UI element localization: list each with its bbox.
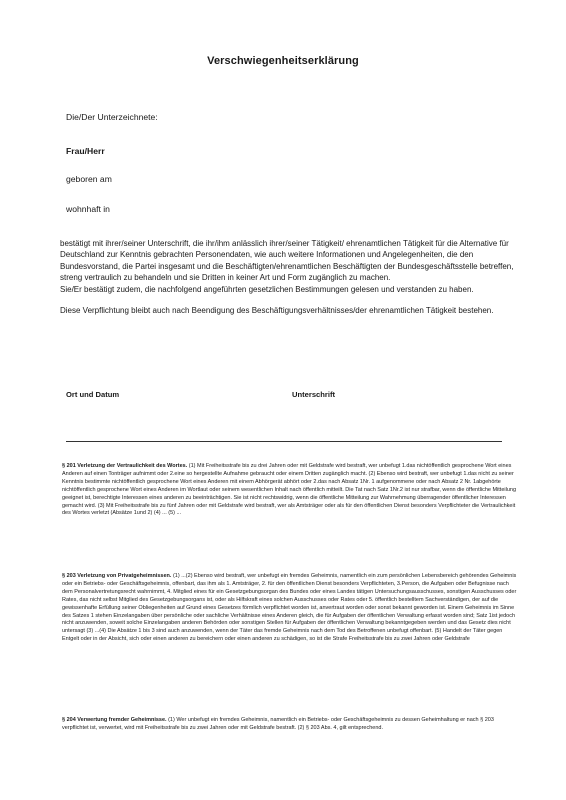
place-date-label: Ort und Datum [66, 390, 120, 399]
confirmation-text [60, 238, 522, 316]
confirmation-paragraph-2: Sie/Er bestätigt zudem, die nachfolgend angeführten gesetzlichen Bestimmungen gelesen und verstanden zu haben. [60, 284, 474, 294]
law-section-204 [62, 717, 518, 733]
document-title: Verschwiegenheitserklärung [207, 55, 359, 67]
salutation-label: Frau/Herr [66, 146, 105, 156]
confirmation-paragraph-1: bestätigt mit ihrer/seiner Unterschrift, die ihr/ihm anlässlich ihrer/seiner Tätigkeit/ ehrenamtlichen Tätigkeit für die Alternative für Deutschland zur Kenntnis gebrachten Personendaten, wie auch weitere Informationen und Angelegenheiten, die den Bundesvorstand, die Partei insgesamt und die Beschäftigten/ehrenamtlichen Beschäftigten der Bundesgeschäftsstelle betreffen, streng vertraulich zu behandeln und sie Dritten in keiner Art und Form zugänglich zu machen. [60, 239, 514, 283]
law-section-201 [62, 463, 518, 518]
undersigned-label: Die/Der Unterzeichnete: [66, 112, 158, 122]
residence-label: wohnhaft in [66, 204, 110, 214]
law-section-203 [62, 573, 518, 644]
law-203-heading: § 203 Verletzung von Privatgeheimnissen. [62, 573, 172, 579]
law-201-text: (1) Mit Freiheitsstrafe bis zu drei Jahren oder mit Geldstrafe wird bestraft, wer unbefugt 1.das nichtöffentlich gesprochene Wort eines Anderen auf einen Tonträger aufnimmt oder 2.eine so hergestellte Aufnahme gebraucht oder einem Dritten zugänglich macht. (2) Ebenso wird bestraft, wer unbefugt 1.das nicht zu seiner Kenntnis bestimmte nichtöffentlich gesprochene Wort eines Anderen mit einem Abhörgerät abhört oder 2.das nach Absatz 1Nr. 1 aufgenommene oder nach Absatz 2 Nr. 1abgehörte nichtöffentlich gesprochene Wort eines Anderen im Wortlaut oder seinem wesentlichen Inhalt nach öffentlich mitteilt. Die Tat nach Satz 1Nr.2 ist nur strafbar, wenn die öffentliche Mitteilung geeignet ist, berechtigte Interessen eines anderen zu beeinträchtigen. Sie ist nicht rechtswidrig, wenn die öffentliche Mitteilung zur Wahrnehmung überragender öffentlicher Interessen gemacht wird. (3) Mit Freiheitsstrafe bis zu fünf Jahren oder mit Geldstrafe wird bestraft, wer als Amtsträger oder als für den öffentlichen Dienst besonders Verpflichteter die Vertraulichkeit des Wortes verletzt (Absätze 1und 2) (4) ... (5) ... [62, 463, 517, 517]
law-204-text: (1) Wer unbefugt ein fremdes Geheimnis, namentlich ein Betriebs- oder Geschäftsgeheimnis zu dessen Geheimhaltung er nach § 203 verpflichtet ist, verwertet, wird mit Freiheitsstrafe bis zu zwei Jahren oder mit Geldstrafe bestraft. (2) § 203 Abs. 4, gilt entsprechend. [62, 717, 494, 731]
confirmation-paragraph-3: Diese Verpflichtung bleibt auch nach Beendigung des Beschäftigungsverhältnisses/der ehrenamtlichen Tätigkeit bestehen. [60, 306, 494, 316]
law-201-heading: § 201 Verletzung der Vertraulichkeit des Wortes. [62, 463, 188, 469]
signature-line [66, 441, 502, 442]
law-204-heading: § 204 Verwertung fremder Geheimnisse. [62, 717, 167, 723]
signature-label: Unterschrift [292, 390, 336, 399]
born-label: geboren am [66, 174, 112, 184]
law-203-text: (1) ...(2) Ebenso wird bestraft, wer unbefugt ein fremdes Geheimnis, namentlich ein zum persönlichen Lebensbereich gehörendes Geheimnis oder ein Betriebs- oder Geschäftsgeheimnis, offenbart, das ihm als 1. Amtsträger, 2. für den öffentlichen Dienst besonders Verpflichteten, 3.Person, die Aufgaben oder Befugnisse nach dem Personalvertretungsrecht wahrnimmt, 4. Mitglied eines für ein Gesetzgebungsorgan des Bundes oder eines Landes tätigen Untersuchungsausschusses, sonstigen Ausschusses oder Rates, das nicht selbst Mitglied des Gesetzgebungsorgans ist, oder als Hilfskraft eines solchen Ausschusses oder Rates oder 5. öffentlich bestelltem Sachverständigen, der auf die gewissenhafte Erfüllung seiner Obliegenheiten auf Grund eines Gesetzes förmlich verpflichtet worden ist, anvertraut worden oder sonst bekannt geworden ist. Einem Geheimnis im Sinne des Satzes 1 stehen Einzelangaben über persönliche oder sachliche Verhältnisse eines Anderen gleich, die für Aufgaben der öffentlichen Verwaltung erfasst worden sind; Satz 1ist jedoch nicht anzuwenden, soweit solche Einzelangaben anderen Behörden oder sonstigen Stellen für Aufgaben der öffentlichen Verwaltung bekanntgegeben werden und das Gesetz dies nicht untersagt (3) ...(4) Die Absätze 1 bis 3 sind auch anzuwenden, wenn der Täter das fremde Geheimnis nach dem Tod des Betroffenen unbefugt offenbart. (5) Handelt der Täter gegen Entgelt oder in der Absicht, sich oder einen anderen zu bereichern oder einen anderen zu schädigen, so ist die Strafe Freiheitsstrafe bis zu zwei Jahren oder Geldstrafe [62, 573, 517, 643]
